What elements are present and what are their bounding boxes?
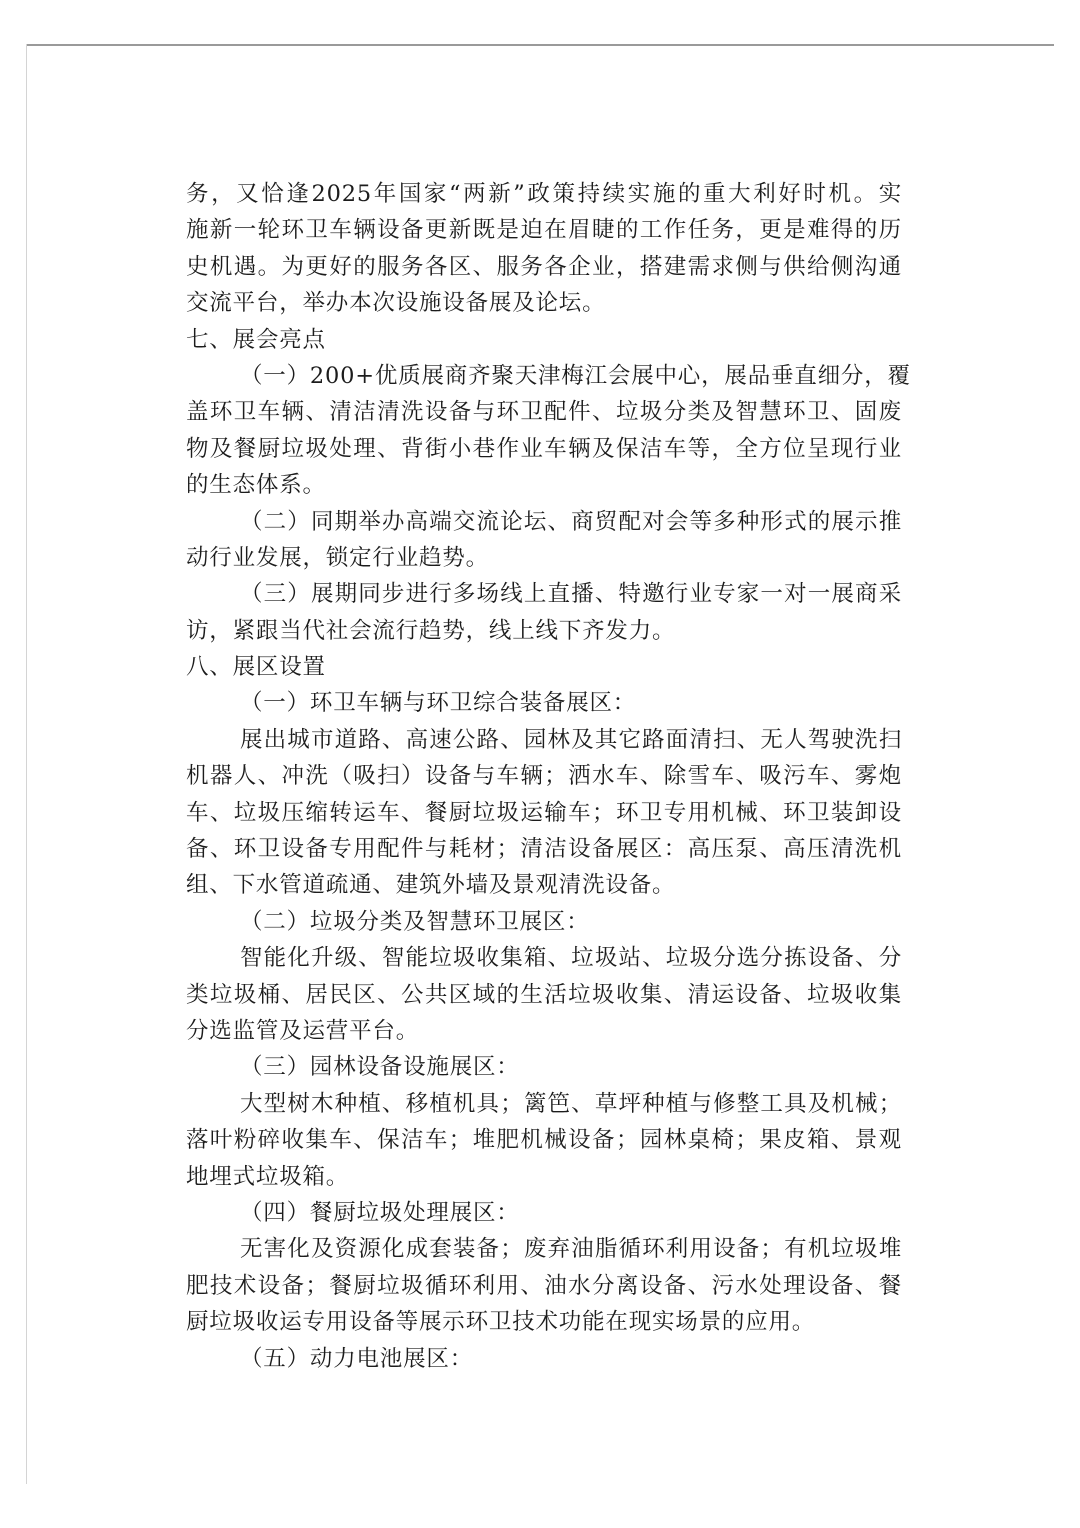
text-line: 八、展区设置 (186, 654, 326, 681)
paragraph (186, 722, 902, 904)
paragraph (186, 685, 902, 721)
document-body (186, 176, 911, 1377)
text-line: 无害化及资源化成套装备；废弃油脂循环利用设备；有机垃圾堆 (240, 1236, 902, 1263)
text-line: 大型树木种植、移植机具；篱笆、草坪种植与修整工具及机械； (240, 1090, 902, 1117)
text-line: 智能化升级、智能垃圾收集箱、垃圾站、垃圾分选分拣设备、分 (240, 945, 902, 972)
paragraph (186, 1086, 902, 1195)
section-heading (186, 322, 902, 358)
text-line: 务，又恰逢2025年国家“两新”政策持续实施的重大利好时机。实 (186, 181, 902, 207)
paragraph (186, 358, 911, 504)
text-line: 访，紧跟当代社会流行趋势，线上线下齐发力。 (186, 617, 676, 644)
text-line: （三）展期同步进行多场线上直播、特邀行业专家一对一展商采 (240, 581, 902, 608)
text-line: 盖环卫车辆、清洁清洗设备与环卫配件、垃圾分类及智慧环卫、固废 (186, 399, 902, 426)
paragraph (186, 940, 902, 1049)
text-line: （五）动力电池展区： (240, 1345, 474, 1372)
text-line: （四）餐厨垃圾处理展区： (240, 1199, 520, 1226)
text-line: 交流平台，举办本次设施设备展及论坛。 (186, 290, 606, 317)
text-line: 地埋式垃圾箱。 (186, 1163, 350, 1190)
text-line: 物及餐厨垃圾处理、背街小巷作业车辆及保洁车等，全方位呈现行业 (186, 435, 902, 462)
text-line: （二）同期举办高端交流论坛、商贸配对会等多种形式的展示推 (240, 508, 902, 535)
paragraph (186, 576, 902, 649)
text-line: 机器人、冲洗（吸扫）设备与车辆；洒水车、除雪车、吸污车、雾炮 (186, 763, 902, 790)
paragraph (186, 176, 902, 322)
text-line: （三）园林设备设施展区： (240, 1054, 520, 1081)
text-line: 动行业发展，锁定行业趋势。 (186, 544, 489, 571)
scan-edge-top (26, 44, 1054, 46)
text-line: 厨垃圾收运专用设备等展示环卫技术功能在现实场景的应用。 (186, 1309, 816, 1336)
scan-edge-left (26, 44, 27, 1484)
text-line: 史机遇。为更好的服务各区、服务各企业，搭建需求侧与供给侧沟通 (186, 253, 902, 280)
paragraph (186, 1231, 902, 1340)
text-line: 车、垃圾压缩转运车、餐厨垃圾运输车；环卫专用机械、环卫装卸设 (186, 799, 902, 826)
text-line: 分选监管及运营平台。 (186, 1017, 420, 1044)
paragraph (186, 1341, 902, 1377)
text-line: 组、下水管道疏通、建筑外墙及景观清洗设备。 (186, 872, 676, 899)
text-line: 备、环卫设备专用配件与耗材；清洁设备展区：高压泵、高压清洗机 (186, 836, 902, 863)
text-line: 七、展会亮点 (186, 326, 326, 353)
section-heading (186, 649, 902, 685)
text-line: 展出城市道路、高速公路、园林及其它路面清扫、无人驾驶洗扫 (240, 726, 902, 753)
paragraph (186, 904, 902, 940)
text-line: （二）垃圾分类及智慧环卫展区： (240, 908, 590, 935)
text-line: 的生态体系。 (186, 472, 326, 499)
text-line: （一）200+优质展商齐聚天津梅江会展中心，展品垂直细分，覆 (240, 362, 911, 389)
paragraph (186, 504, 902, 577)
paragraph (186, 1195, 902, 1231)
text-line: 落叶粉碎收集车、保洁车；堆肥机械设备；园林桌椅；果皮箱、景观 (186, 1127, 902, 1154)
paragraph (186, 1049, 902, 1085)
text-line: 肥技术设备；餐厨垃圾循环利用、油水分离设备、污水处理设备、餐 (186, 1272, 902, 1299)
text-line: （一）环卫车辆与环卫综合装备展区： (240, 690, 637, 717)
text-line: 施新一轮环卫车辆设备更新既是迫在眉睫的工作任务，更是难得的历 (186, 217, 902, 244)
text-line: 类垃圾桶、居民区、公共区域的生活垃圾收集、清运设备、垃圾收集 (186, 981, 902, 1008)
